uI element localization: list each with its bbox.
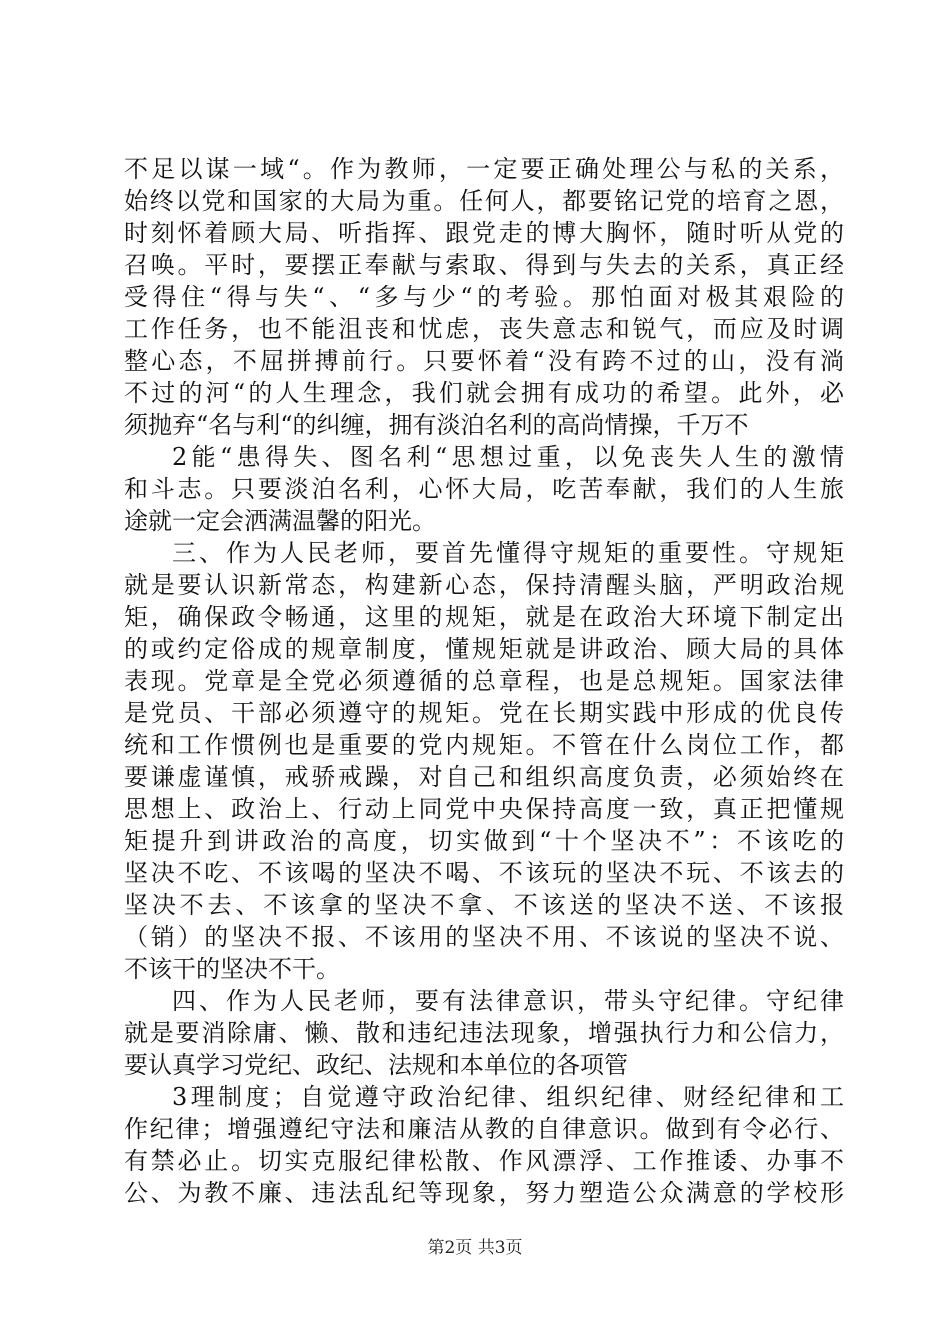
text-line: 作纪律；增强遵纪守法和廉洁从教的自律意识。做到有令必行、 [124, 1115, 844, 1143]
text-line: 和斗志。只要淡泊名利，心怀大局，吃苦奉献，我们的人生旅 [124, 475, 844, 503]
text-line: 思想上、政治上、行动上同党中央保持高度一致，真正把懂规 [124, 795, 844, 823]
text-line: 是党员、干部必须遵守的规矩。党在长期实践中形成的优良传 [124, 699, 844, 727]
document-body [124, 153, 844, 1209]
text-line: 就是要消除庸、懒、散和违纪违法现象，增强执行力和公信力， [124, 1019, 844, 1047]
text-line: （销）的坚决不报、不该用的坚决不用、不该说的坚决不说、 [124, 923, 844, 951]
text-line: 矩，确保政令畅通，这里的规矩，就是在政治大环境下制定出 [124, 603, 844, 631]
text-line: 工作任务，也不能沮丧和忧虑，丧失意志和锐气，而应及时调 [124, 315, 844, 343]
text-line: 坚决不吃、不该喝的坚决不喝、不该玩的坚决不玩、不该去的 [124, 859, 844, 887]
text-line: 途就一定会洒满温馨的阳光。 [124, 507, 436, 535]
text-line: 不过的河“的人生理念，我们就会拥有成功的希望。此外，必 [124, 379, 844, 407]
text-line: 始终以党和国家的大局为重。任何人，都要铭记党的培育之恩， [124, 187, 844, 215]
text-line: 要认真学习党纪、政纪、法规和本单位的各项管 [124, 1051, 628, 1079]
text-line: 四、作为人民老师，要有法律意识，带头守纪律。守纪律 [172, 987, 844, 1015]
text-line: 受得住“得与失“、“多与少“的考验。那怕面对极其艰险的 [124, 283, 844, 311]
text-line: 坚决不去、不该拿的坚决不拿、不该送的坚决不送、不该报 [124, 891, 844, 919]
text-line: 要谦虚谨慎，戒骄戒躁，对自己和组织高度负责，必须始终在 [124, 763, 844, 791]
text-line: 公、为教不廉、违法乱纪等现象，努力塑造公众满意的学校形 [124, 1179, 844, 1207]
text-line: 3理制度；自觉遵守政治纪律、组织纪律、财经纪律和工 [172, 1083, 844, 1111]
text-line: 须抛弃“名与利“的纠缠，拥有淡泊名利的高尚情操，千万不 [124, 411, 749, 439]
text-line: 整心态，不屈拼搏前行。只要怀着“没有跨不过的山，没有淌 [124, 347, 844, 375]
text-line: 三、作为人民老师，要首先懂得守规矩的重要性。守规矩 [172, 539, 844, 567]
text-line: 召唤。平时，要摆正奉献与索取、得到与失去的关系，真正经 [124, 251, 844, 279]
text-line: 有禁必止。切实克服纪律松散、作风漂浮、工作推诿、办事不 [124, 1147, 844, 1175]
text-line: 表现。党章是全党必须遵循的总章程，也是总规矩。国家法律 [124, 667, 844, 695]
text-line: 统和工作惯例也是重要的党内规矩。不管在什么岗位工作，都 [124, 731, 844, 759]
text-line: 2能“患得失、图名利“思想过重，以免丧失人生的激情 [172, 443, 844, 471]
text-line: 时刻怀着顾大局、听指挥、跟党走的博大胸怀，随时听从党的 [124, 219, 844, 247]
page-footer: 第2页 共3页 [427, 1238, 523, 1258]
text-line: 不足以谋一域“。作为教师，一定要正确处理公与私的关系， [124, 155, 844, 183]
text-line: 矩提升到讲政治的高度，切实做到“十个坚决不”：不该吃的 [124, 827, 844, 855]
text-line: 就是要认识新常态，构建新心态，保持清醒头脑，严明政治规 [124, 571, 844, 599]
text-line: 的或约定俗成的规章制度，懂规矩就是讲政治、顾大局的具体 [124, 635, 844, 663]
text-line: 不该干的坚决不干。 [124, 955, 340, 983]
